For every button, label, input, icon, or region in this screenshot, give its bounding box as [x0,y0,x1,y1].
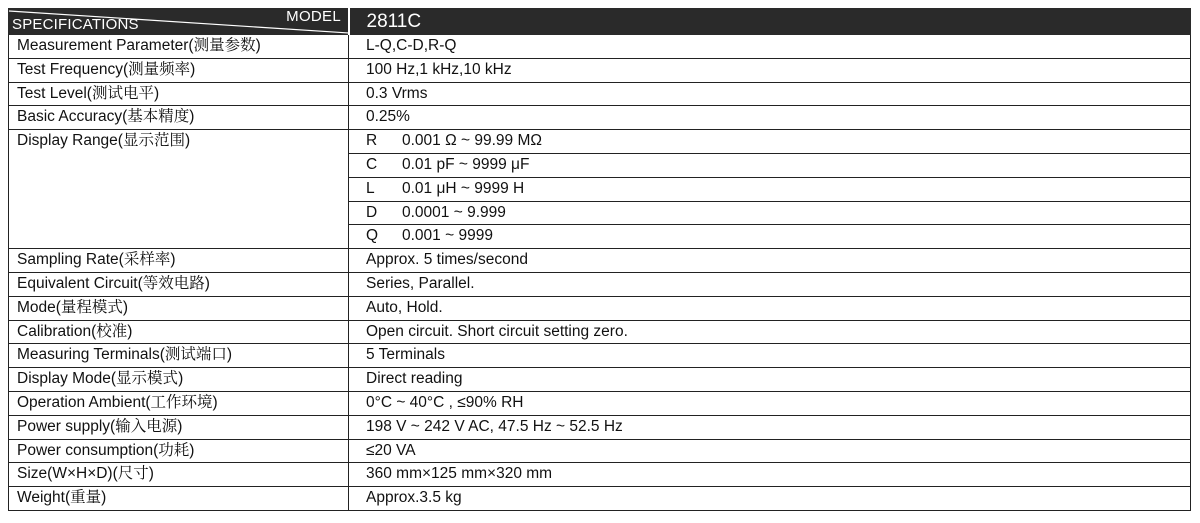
spec-row [9,439,1191,463]
spec-row [9,58,1191,82]
range-value: 0.0001 ~ 9.999 [402,203,506,221]
spec-value: 100 Hz,1 kHz,10 kHz [349,58,1191,82]
range-value: 0.01 pF ~ 9999 μF [402,155,530,173]
specifications-label: SPECIFICATIONS [12,16,139,33]
specifications-table [8,8,1191,511]
model-label: MODEL [286,9,341,25]
spec-label: Operation Ambient(工作环境) [9,391,349,415]
spec-value: Approx.3.5 kg [349,487,1191,511]
spec-value: 0.25% [349,106,1191,130]
display-range-label: Display Range(显示范围) [9,130,349,249]
spec-row [9,344,1191,368]
spec-row [9,487,1191,511]
spec-label: Measuring Terminals(测试端口) [9,344,349,368]
spec-row [9,320,1191,344]
spec-value: 5 Terminals [349,344,1191,368]
spec-label: Measurement Parameter(测量参数) [9,35,349,59]
range-symbol: C [366,155,378,173]
range-value: 0.001 Ω ~ 99.99 MΩ [402,132,542,150]
spec-label: Weight(重量) [9,487,349,511]
display-range-value [349,177,1191,201]
spec-value: Direct reading [349,368,1191,392]
spec-label: Test Frequency(测量频率) [9,58,349,82]
spec-label: Equivalent Circuit(等效电路) [9,272,349,296]
range-symbol: R [366,132,378,150]
spec-value: L-Q,C-D,R-Q [349,35,1191,59]
spec-row [9,272,1191,296]
spec-value: Approx. 5 times/second [349,249,1191,273]
display-range-value [349,153,1191,177]
display-range-value [349,201,1191,225]
spec-value: Open circuit. Short circuit setting zero. [349,320,1191,344]
spec-value: 0.3 Vrms [349,82,1191,106]
spec-label: Power supply(输入电源) [9,415,349,439]
spec-label: Calibration(校准) [9,320,349,344]
range-value: 0.001 ~ 9999 [402,227,493,245]
spec-row [9,35,1191,59]
spec-label: Display Mode(显示模式) [9,368,349,392]
display-range-value [349,225,1191,249]
spec-label: Basic Accuracy(基本精度) [9,106,349,130]
range-symbol: D [366,203,378,221]
spec-row [9,296,1191,320]
range-value: 0.01 μH ~ 9999 H [402,179,525,197]
spec-value: ≤20 VA [349,439,1191,463]
spec-row [9,415,1191,439]
display-range-row [9,130,1191,154]
diagonal-header [9,9,349,34]
range-symbol: Q [366,227,379,245]
spec-label: Size(W×H×D)(尺寸) [9,463,349,487]
spec-label: Test Level(测试电平) [9,82,349,106]
spec-value: 0°C ~ 40°C , ≤90% RH [349,391,1191,415]
spec-row [9,368,1191,392]
spec-label: Sampling Rate(采样率) [9,249,349,273]
model-value: 2811C [349,9,1191,35]
spec-value: 198 V ~ 242 V AC, 47.5 Hz ~ 52.5 Hz [349,415,1191,439]
spec-row [9,463,1191,487]
range-symbol: L [366,179,375,197]
spec-value: 360 mm×125 mm×320 mm [349,463,1191,487]
spec-row [9,106,1191,130]
header-diagonal-cell [9,9,349,35]
specifications-table-body [9,9,1191,511]
display-range-value [349,130,1191,154]
spec-value: Series, Parallel. [349,272,1191,296]
spec-row [9,249,1191,273]
header-row [9,9,1191,35]
spec-row [9,391,1191,415]
spec-label: Mode(量程模式) [9,296,349,320]
spec-value: Auto, Hold. [349,296,1191,320]
spec-row [9,82,1191,106]
spec-label: Power consumption(功耗) [9,439,349,463]
